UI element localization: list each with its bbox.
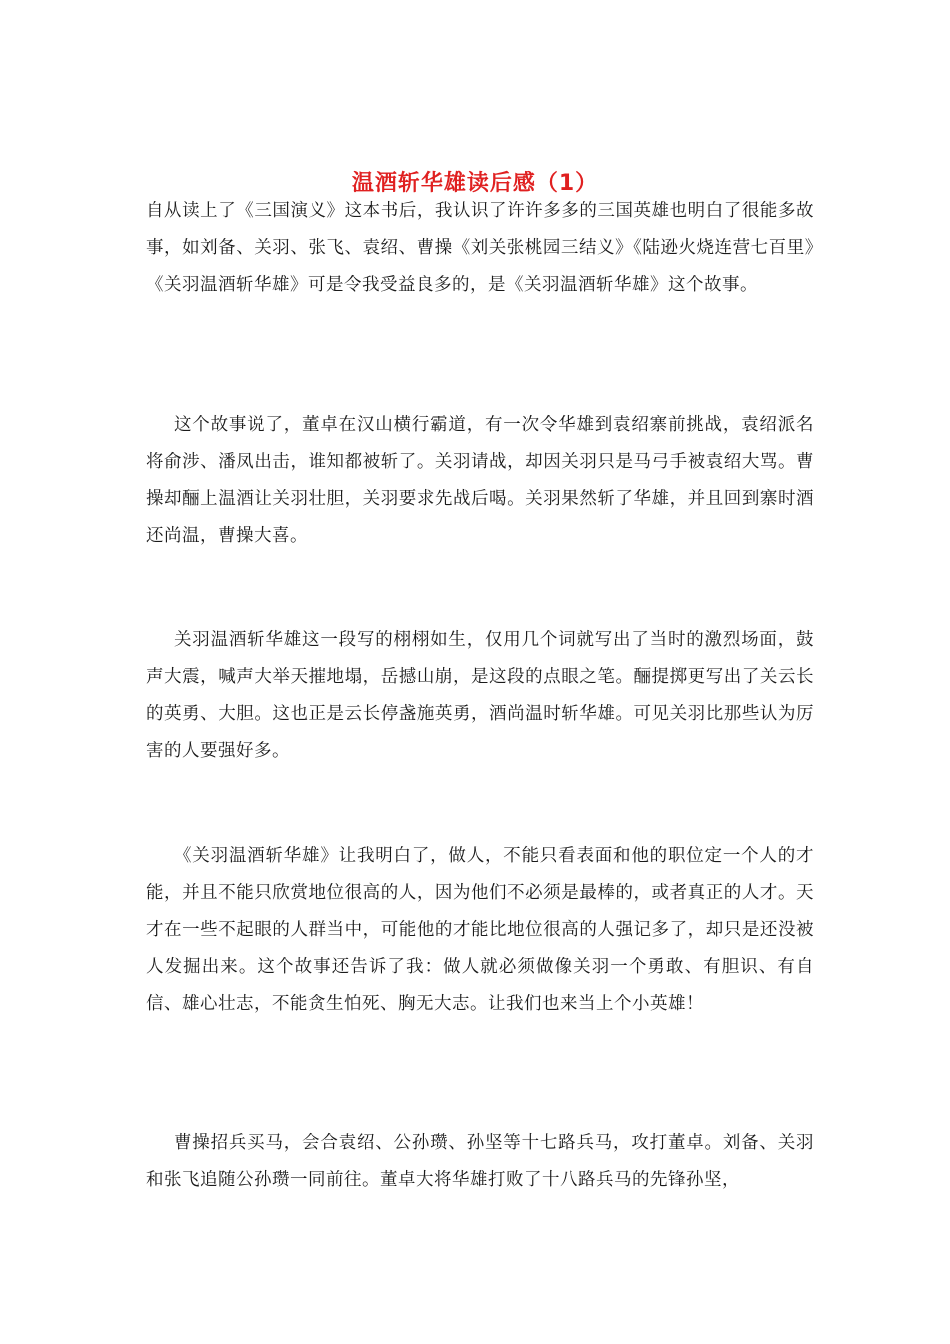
paragraph-background: 曹操招兵买马，会合袁绍、公孙瓒、孙坚等十七路兵马，攻打董卓。刘备、关羽和张飞追随公孙瓒一同前往。董卓大将华雄打败了十八路兵马的先锋孙坚， [146,1133,814,1190]
paragraph-writing-analysis: 关羽温酒斩华雄这一段写的栩栩如生，仅用几个词就写出了当时的激烈场面，鼓声大震，喊声大举天摧地塌，岳撼山崩，是这段的点眼之笔。酾提掷更写出了关云长的英勇、大胆。这也正是云长停盏施英勇，酒尚温时斩华雄。可见关羽比那些认为厉害的人要强好多。 [146,630,814,761]
document-title: 温酒斩华雄读后感（1） [351,170,599,196]
paragraph-lesson: 《关羽温酒斩华雄》让我明白了，做人，不能只看表面和他的职位定一个人的才能，并且不能只欣赏地位很高的人，因为他们不必须是最棒的，或者真正的人才。天才在一些不起眼的人群当中，可能他的才能比地位很高的人强记多了，却只是还没被人发掘出来。这个故事还告诉了我：做人就必须做像关羽一个勇敢、有胆识、有自信、雄心壮志，不能贪生怕死、胸无大志。让我们也来当上个小英雄！ [146,846,814,1014]
paragraph-intro: 自从读上了《三国演义》这本书后，我认识了许许多多的三国英雄也明白了很能多故事，如刘备、关羽、张飞、袁绍、曹操《刘关张桃园三结义》《陆逊火烧连营七百里》《关羽温酒斩华雄》可是令我受益良多的，是《关羽温酒斩华雄》这个故事。 [146,201,814,295]
paragraph-story-summary: 这个故事说了，董卓在汉山横行霸道，有一次令华雄到袁绍寨前挑战，袁绍派名将俞涉、潘凤出击，谁知都被斩了。关羽请战，却因关羽只是马弓手被袁绍大骂。曹操却酾上温酒让关羽壮胆，关羽要求先战后喝。关羽果然斩了华雄，并且回到寨时酒还尚温，曹操大喜。 [146,415,814,546]
